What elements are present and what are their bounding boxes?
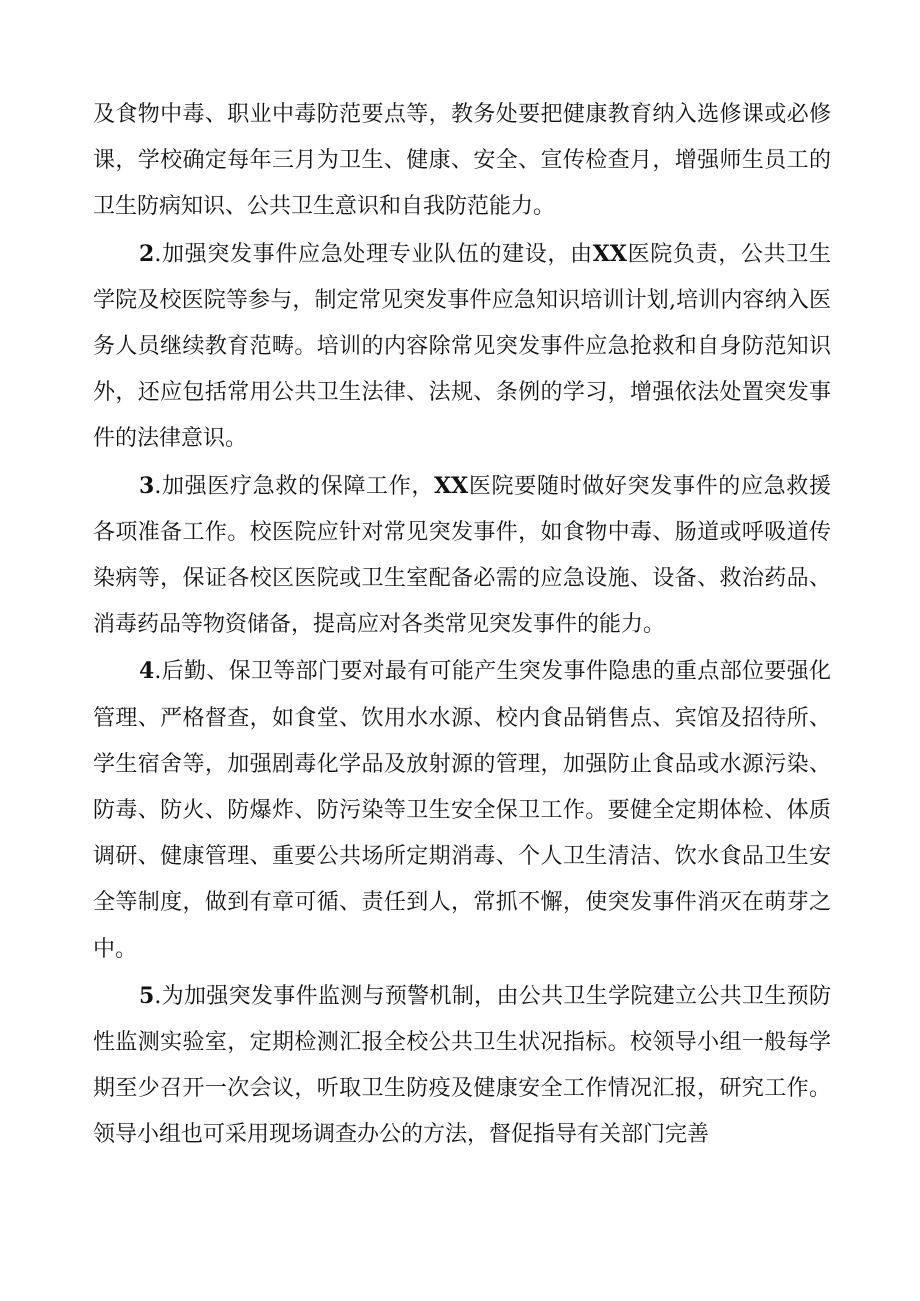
paragraph-text: 医院要随时做好突发事件的应急救援各项准备工作。校医院应针对常见突发事件，如食物中毒、肠道或呼吸道传染病等，保证各校区医院或卫生室配备必需的应急设施、设备、救治药品、消毒药品等物资储备，提高应对各类常见突发事件的能力。	[93, 473, 831, 638]
placeholder-name: XX	[592, 240, 627, 267]
paragraph-item-2	[93, 231, 831, 463]
paragraph-item-3	[93, 463, 831, 649]
item-number: 5	[139, 982, 155, 1009]
paragraph-text: 及食物中毒、职业中毒防范要点等，教务处要把健康教育纳入选修课或必修课，学校确定每年三月为卫生、健康、安全、宣传检查月，增强师生员工的卫生防病知识、公共卫生意识和自我防范能力。	[93, 102, 831, 220]
paragraph-text: .加强医疗急救的保障工作，	[154, 473, 435, 499]
item-number: 4	[139, 658, 155, 685]
paragraph-text: .为加强突发事件监测与预警机制，由公共卫生学院建立公共卫生预防性监测实验室，定期检测汇报全校公共卫生状况指标。校领导小组一般每学期至少召开一次会议，听取卫生防疫及健康安全工作情况汇报，研究工作。领导小组也可采用现场调查办公的方法，督促指导有关部门完善	[93, 983, 831, 1148]
paragraph-text: .加强突发事件应急处理专业队伍的建设，由	[154, 241, 593, 267]
paragraph-item-5	[93, 973, 831, 1159]
paragraph-continuation	[93, 92, 831, 231]
placeholder-name: XX	[434, 472, 469, 499]
item-number: 2	[139, 240, 155, 267]
document-page	[93, 92, 831, 1159]
paragraph-item-4	[93, 648, 831, 972]
paragraph-text: .后勤、保卫等部门要对最有可能产生突发事件隐患的重点部位要强化管理、严格督查，如食堂、饮用水水源、校内食品销售点、宾馆及招待所、学生宿舍等，加强剧毒化学品及放射源的管理，加强防止食品或水源污染、防毒、防火、防爆炸、防污染等卫生安全保卫工作。要健全定期体检、体质调研、健康管理、重要公共场所定期消毒、个人卫生清洁、饮水食品卫生安全等制度，做到有章可循、责任到人，常抓不懈，使突发事件消灭在萌芽之中。	[93, 659, 831, 962]
item-number: 3	[139, 472, 155, 499]
paragraph-text: 医院负责，公共卫生学院及校医院等参与，制定常见突发事件应急知识培训计划,培训内容纳入医务人员继续教育范畴。培训的内容除常见突发事件应急抢救和自身防范知识外，还应包括常用公共卫生法律、法规、条例的学习，增强依法处置突发事件的法律意识。	[93, 241, 831, 452]
